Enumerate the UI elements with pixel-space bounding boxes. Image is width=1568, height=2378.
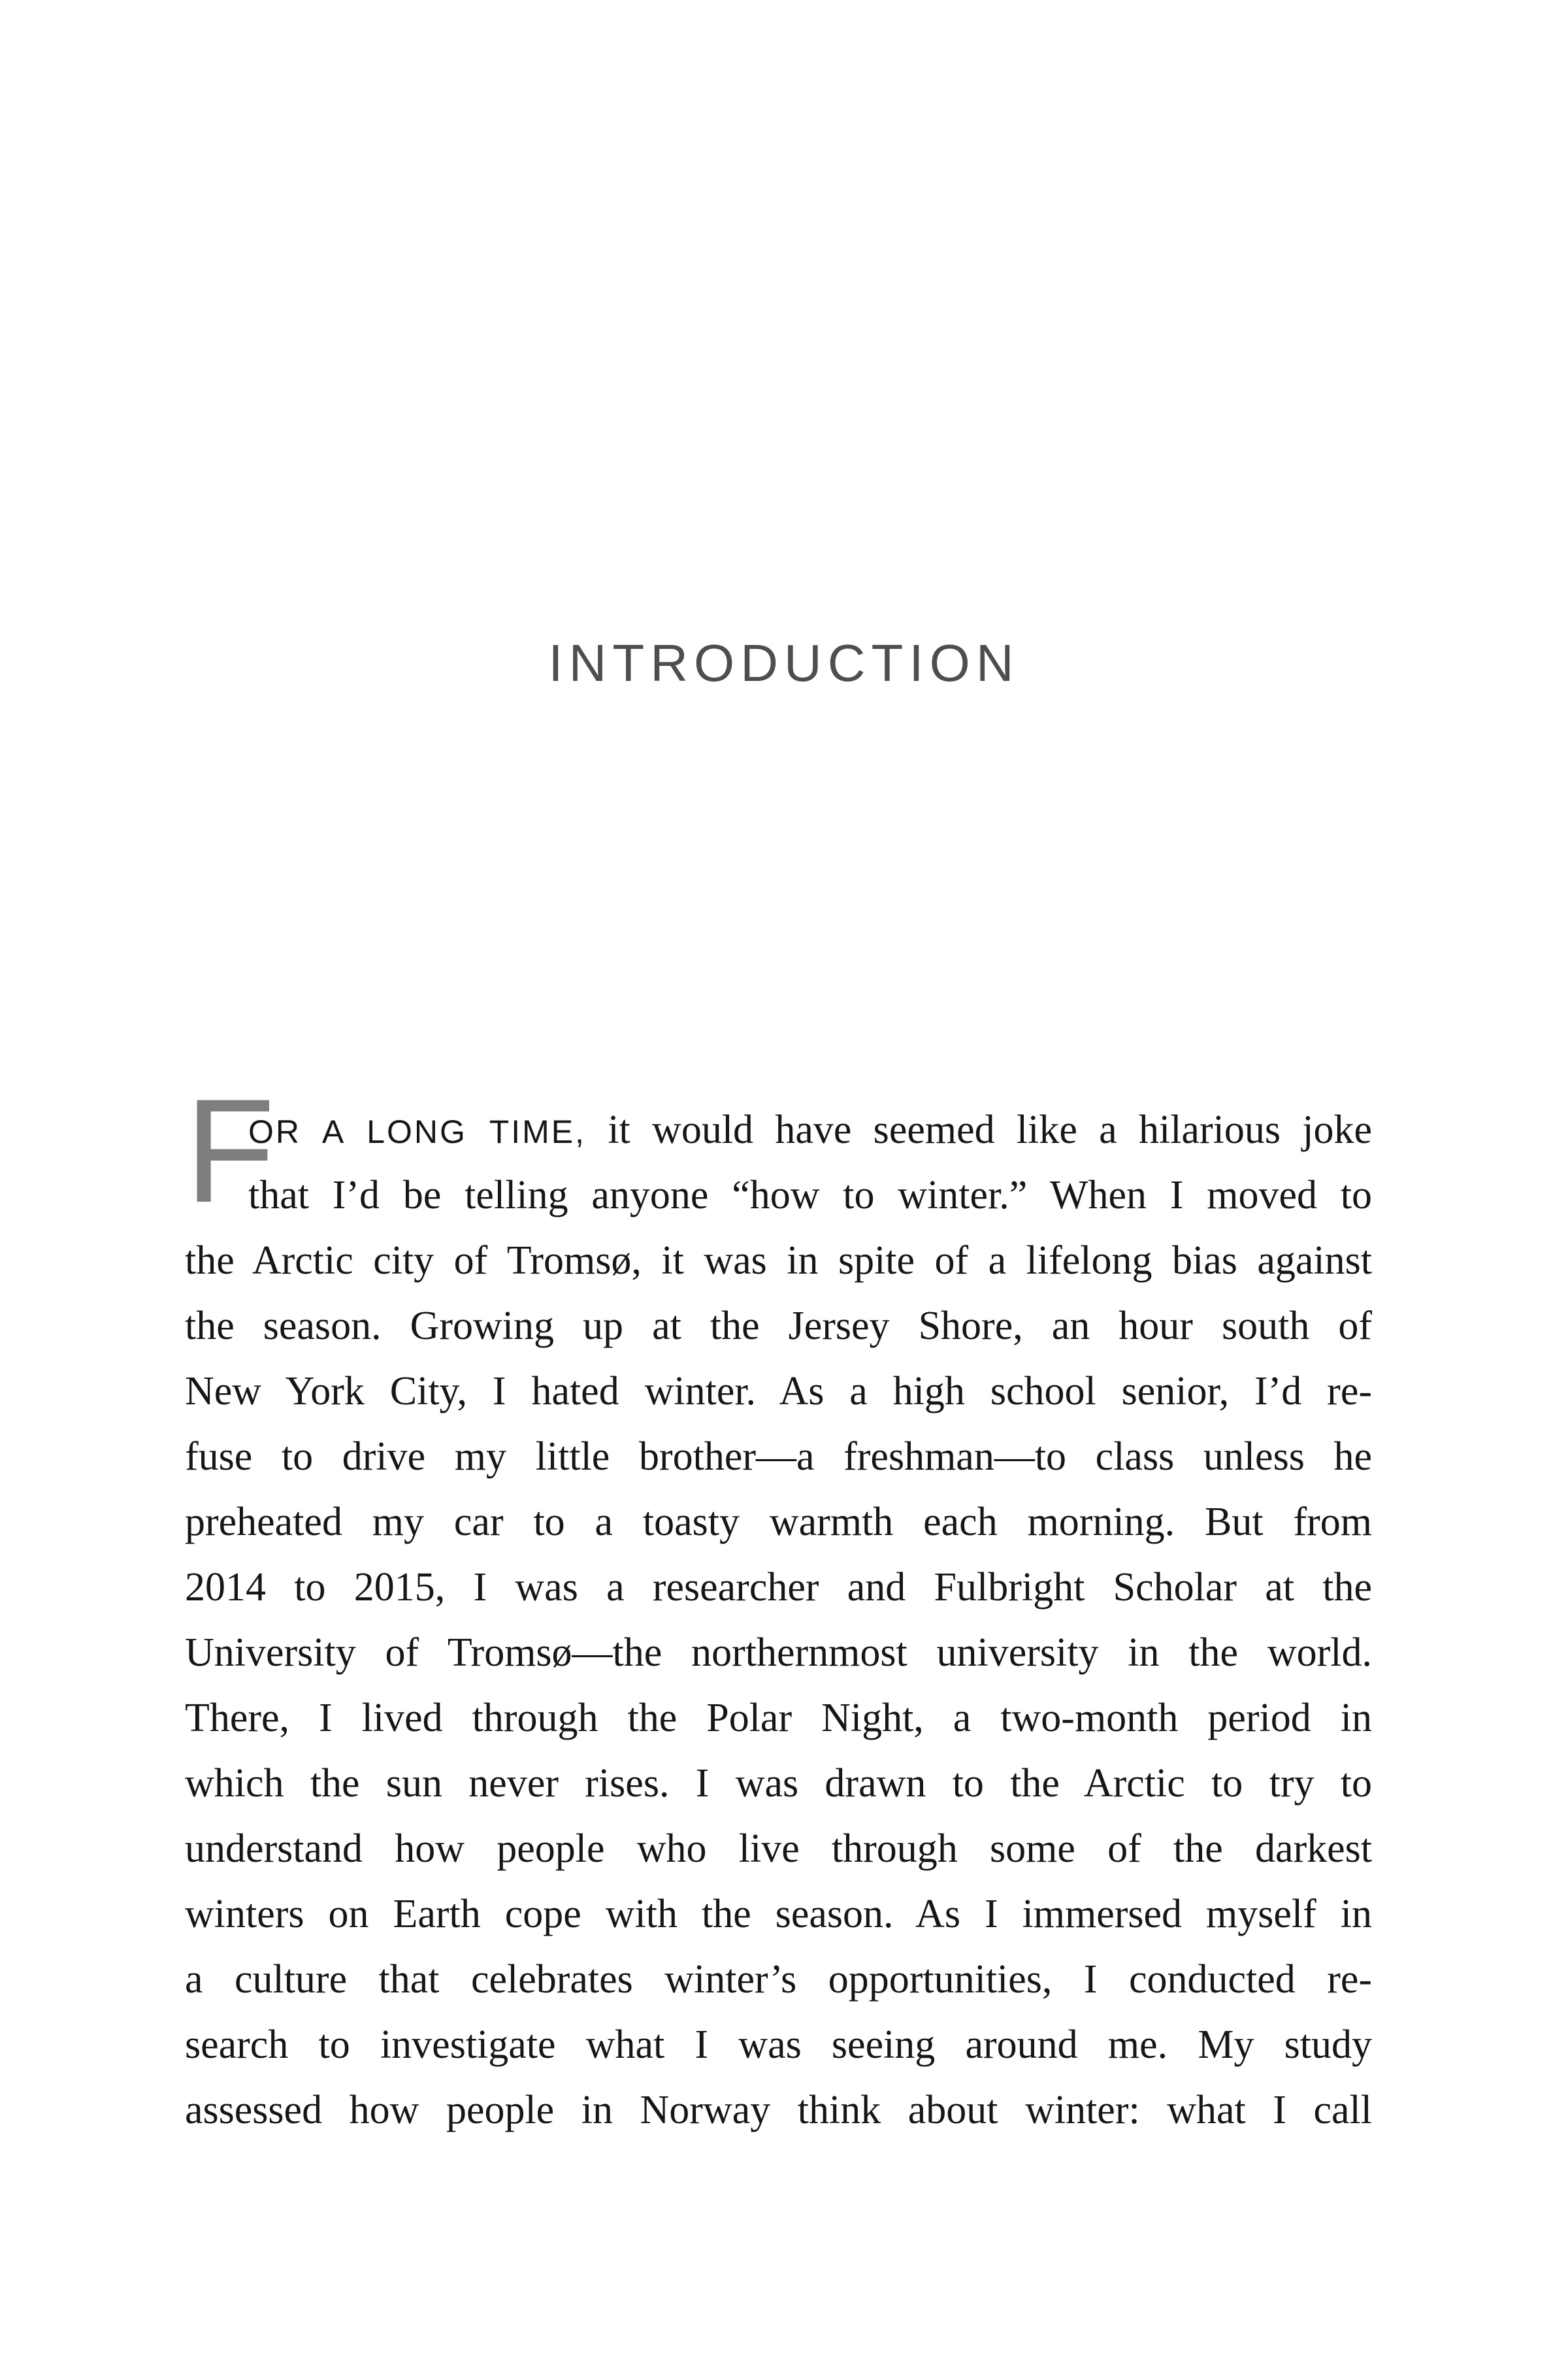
paragraph-line-text: it would have seemed like a hilarious joke xyxy=(608,1108,1372,1152)
paragraph-line: assessed how people in Norway think about winter: what I call xyxy=(185,2088,1372,2132)
paragraph-line: the season. Growing up at the Jersey Shore, an hour south of xyxy=(185,1304,1372,1348)
paragraph-line: 2014 to 2015, I was a researcher and Fulbright Scholar at the xyxy=(185,1565,1372,1610)
body-text-block xyxy=(185,1068,1372,2143)
paragraph-line: which the sun never rises. I was drawn to the Arctic to try to xyxy=(185,1761,1372,1806)
paragraph-line: that I’d be telling anyone “how to winter.” When I moved to xyxy=(248,1173,1372,1217)
paragraph-line: preheated my car to a toasty warmth each morning. But from xyxy=(185,1500,1372,1544)
paragraph-line: New York City, I hated winter. As a high school senior, I’d re- xyxy=(185,1369,1372,1413)
paragraph-line: winters on Earth cope with the season. As I immersed myself in xyxy=(185,1892,1372,1936)
chapter-title: INTRODUCTION xyxy=(548,634,1020,692)
paragraph-line: University of Tromsø—the northernmost university in the world. xyxy=(185,1630,1372,1675)
paragraph-line xyxy=(185,1097,1372,1163)
paragraph-line: a culture that celebrates winter’s opportunities, I conducted re- xyxy=(185,1957,1372,2002)
drop-cap: F xyxy=(185,1068,276,1233)
paragraph-line: understand how people who live through some of the darkest xyxy=(185,1826,1372,1871)
paragraph-line: There, I lived through the Polar Night, a two-month period in xyxy=(185,1696,1372,1740)
lead-in-small-caps: OR A LONG TIME, xyxy=(248,1114,587,1150)
paragraph-line: the Arctic city of Tromsø, it was in spite of a lifelong bias against xyxy=(185,1238,1372,1283)
paragraph-line: fuse to drive my little brother—a freshman—to class unless he xyxy=(185,1434,1372,1479)
paragraph-line: search to investigate what I was seeing around me. My study xyxy=(185,2023,1372,2067)
opening-lines xyxy=(185,1068,1372,1233)
